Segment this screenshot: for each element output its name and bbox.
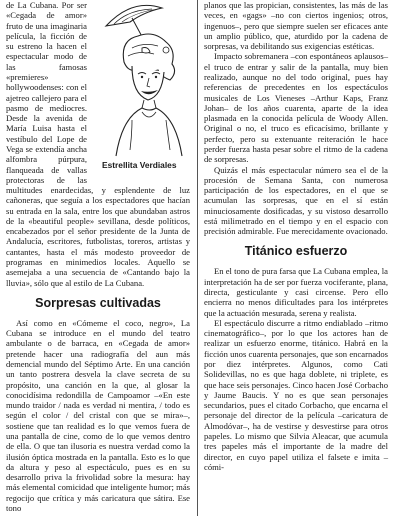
body-paragraph: El espectáculo discurre a ritmo endiablado –ritmo cinematográfico–, por lo que los actores han de realizar un esfuerzo enorme, titánico. Habrá en la ficción unos cuarenta personajes, que son encarnados por diez intérpretes. Algunos, como Cati Solidevillas, no es que haga doblete, ni triplete, es que hace seis personajes. Cinco hacen José Corbacho y Jaume Baucis. Y no es que sean personajes secundarios, pues el citado Corbacho, que encarna el personaje del director de la película –caricatura de Almodóvar–, ha de vestirse y desvestirse para otros papeles. Lo mismo que Silvia Aleacar, que acumula tres papeles más el importante de la madre del director, en cuyo papel utiliza el falsete e imita –cómi- [204, 317, 388, 472]
section-heading: Sorpresas cultivadas [35, 295, 161, 310]
left-column [6, 0, 190, 513]
caricature-drawing [92, 0, 190, 160]
body-paragraph: planos que las propician, consistentes, las más de las veces, en «gags» –no con ciertos ingenios; otros, ingenuos–, pero que siempre suelen ser eficaces ante un amplio público, que, aturdido por la cadena de sorpresas, va debilitando sus exigencias estéticas. [204, 0, 388, 52]
body-paragraph: Impacto sobremanera –con espontáneos aplausos– el truco de entrar y salir de la pantalla, muy bien realizado, aunque no del todo original, pues hay referencias de precedentes en los espectáculos musicales de Los Vieneses –Arthur Kaps, Franz Johan– de los años cuarenta, aparte de la idea plasmada en la conocida película de Woody Allen. Original o no, el truco es eficacísimo, brillante y perfecto, pero su extenuante reiteración le hace perder fuerza hasta pesar sobre el ritmo de la cadena de sorpresas. [204, 51, 388, 165]
body-paragraph: En el tono de pura farsa que La Cubana emplea, la interpretación ha de ser por fuerza vociferante, plana, directa, gesticulante y casi circense. Pero ello encierra no menos dificultades para los intérpretes que la actuación mesurada, serena y realista. [204, 266, 388, 318]
caricature-figure [92, 0, 190, 176]
figure-caption: Estrellita Verdiales [102, 160, 177, 170]
right-column [204, 0, 388, 472]
body-paragraph: Quizás el más espectacular número sea el de la procesión de Semana Santa, con numerosa participación de los espectadores, en el que se acumulan las sorpresas, que en el sí están minuciosamente dosificadas, y su vistoso desarrollo está milimetrado en el tiempo y en el espacio con precisión admirable. Fue merecidamente ovacionado. [204, 164, 388, 237]
body-paragraph: Así como en «Cómeme el coco, negro», La Cubana se introduce en el mundo del teatro ambulante o de barraca, en «Cegada de amor» pretende hacer una radiografía del aun más demencial mundo del Séptimo Arte. En una canción un tanto postrera desvela la clave secreta de su propósito, una canción en la que, al glosar la conocidísima redondilla de Campoamor –«En este mundo traidor / nada es verdad ni mentira, / todo es según el color / del cristal con que se mira»–, sostiene que tan realidad es lo que vemos fuera de una pantalla de cine, como de lo que vemos dentro de ella. O que tan ilusoria es nuestra verdad como la ilusión óptica mostrada en la pantalla. Esto es lo que da altura y peso al espectáculo, pues es en su desarrollo priva la frivolidad sobre la mesura: hay más elemental comicidad que inteligente humor; más regocijo que crítica y más caricatura que sátira. Ese tono [6, 317, 190, 513]
section-heading: Titánico esfuerzo [244, 244, 348, 259]
column-divider [197, 0, 198, 516]
body-paragraph: de La Cubana. Por ser «Cegada de amor» fruto de una imaginaria película, la ficción de su estreno la hacen el espectacular modo de las famosas «premieres» hollywoodenses: con el ajetreo callejero para el pasmo de mediocres. Desde la avenida de María Luisa hasta el vestíbulo del Lope de Vega se extendía ancha alfombra púrpura, flanqueada de vallas protectoras de las multitudes enardecidas, y esplendente de luz cañoneras, que seguía a los espectadores que hacían su entrada en la sala, entre los que abundaban astros de la «beautiful people» sevillana, desde políticos, encabezados por el señor presidente de la Junta de Andalucía, escritores, futbolistas, toreros, artistas y cantantes, hasta el más modesto proveedor de programas en minimedios locales. Aquello se asemejaba a una secuencia de «Cantando bajo la lluvia», sólo que al estilo de La Cubana. [6, 0, 190, 288]
